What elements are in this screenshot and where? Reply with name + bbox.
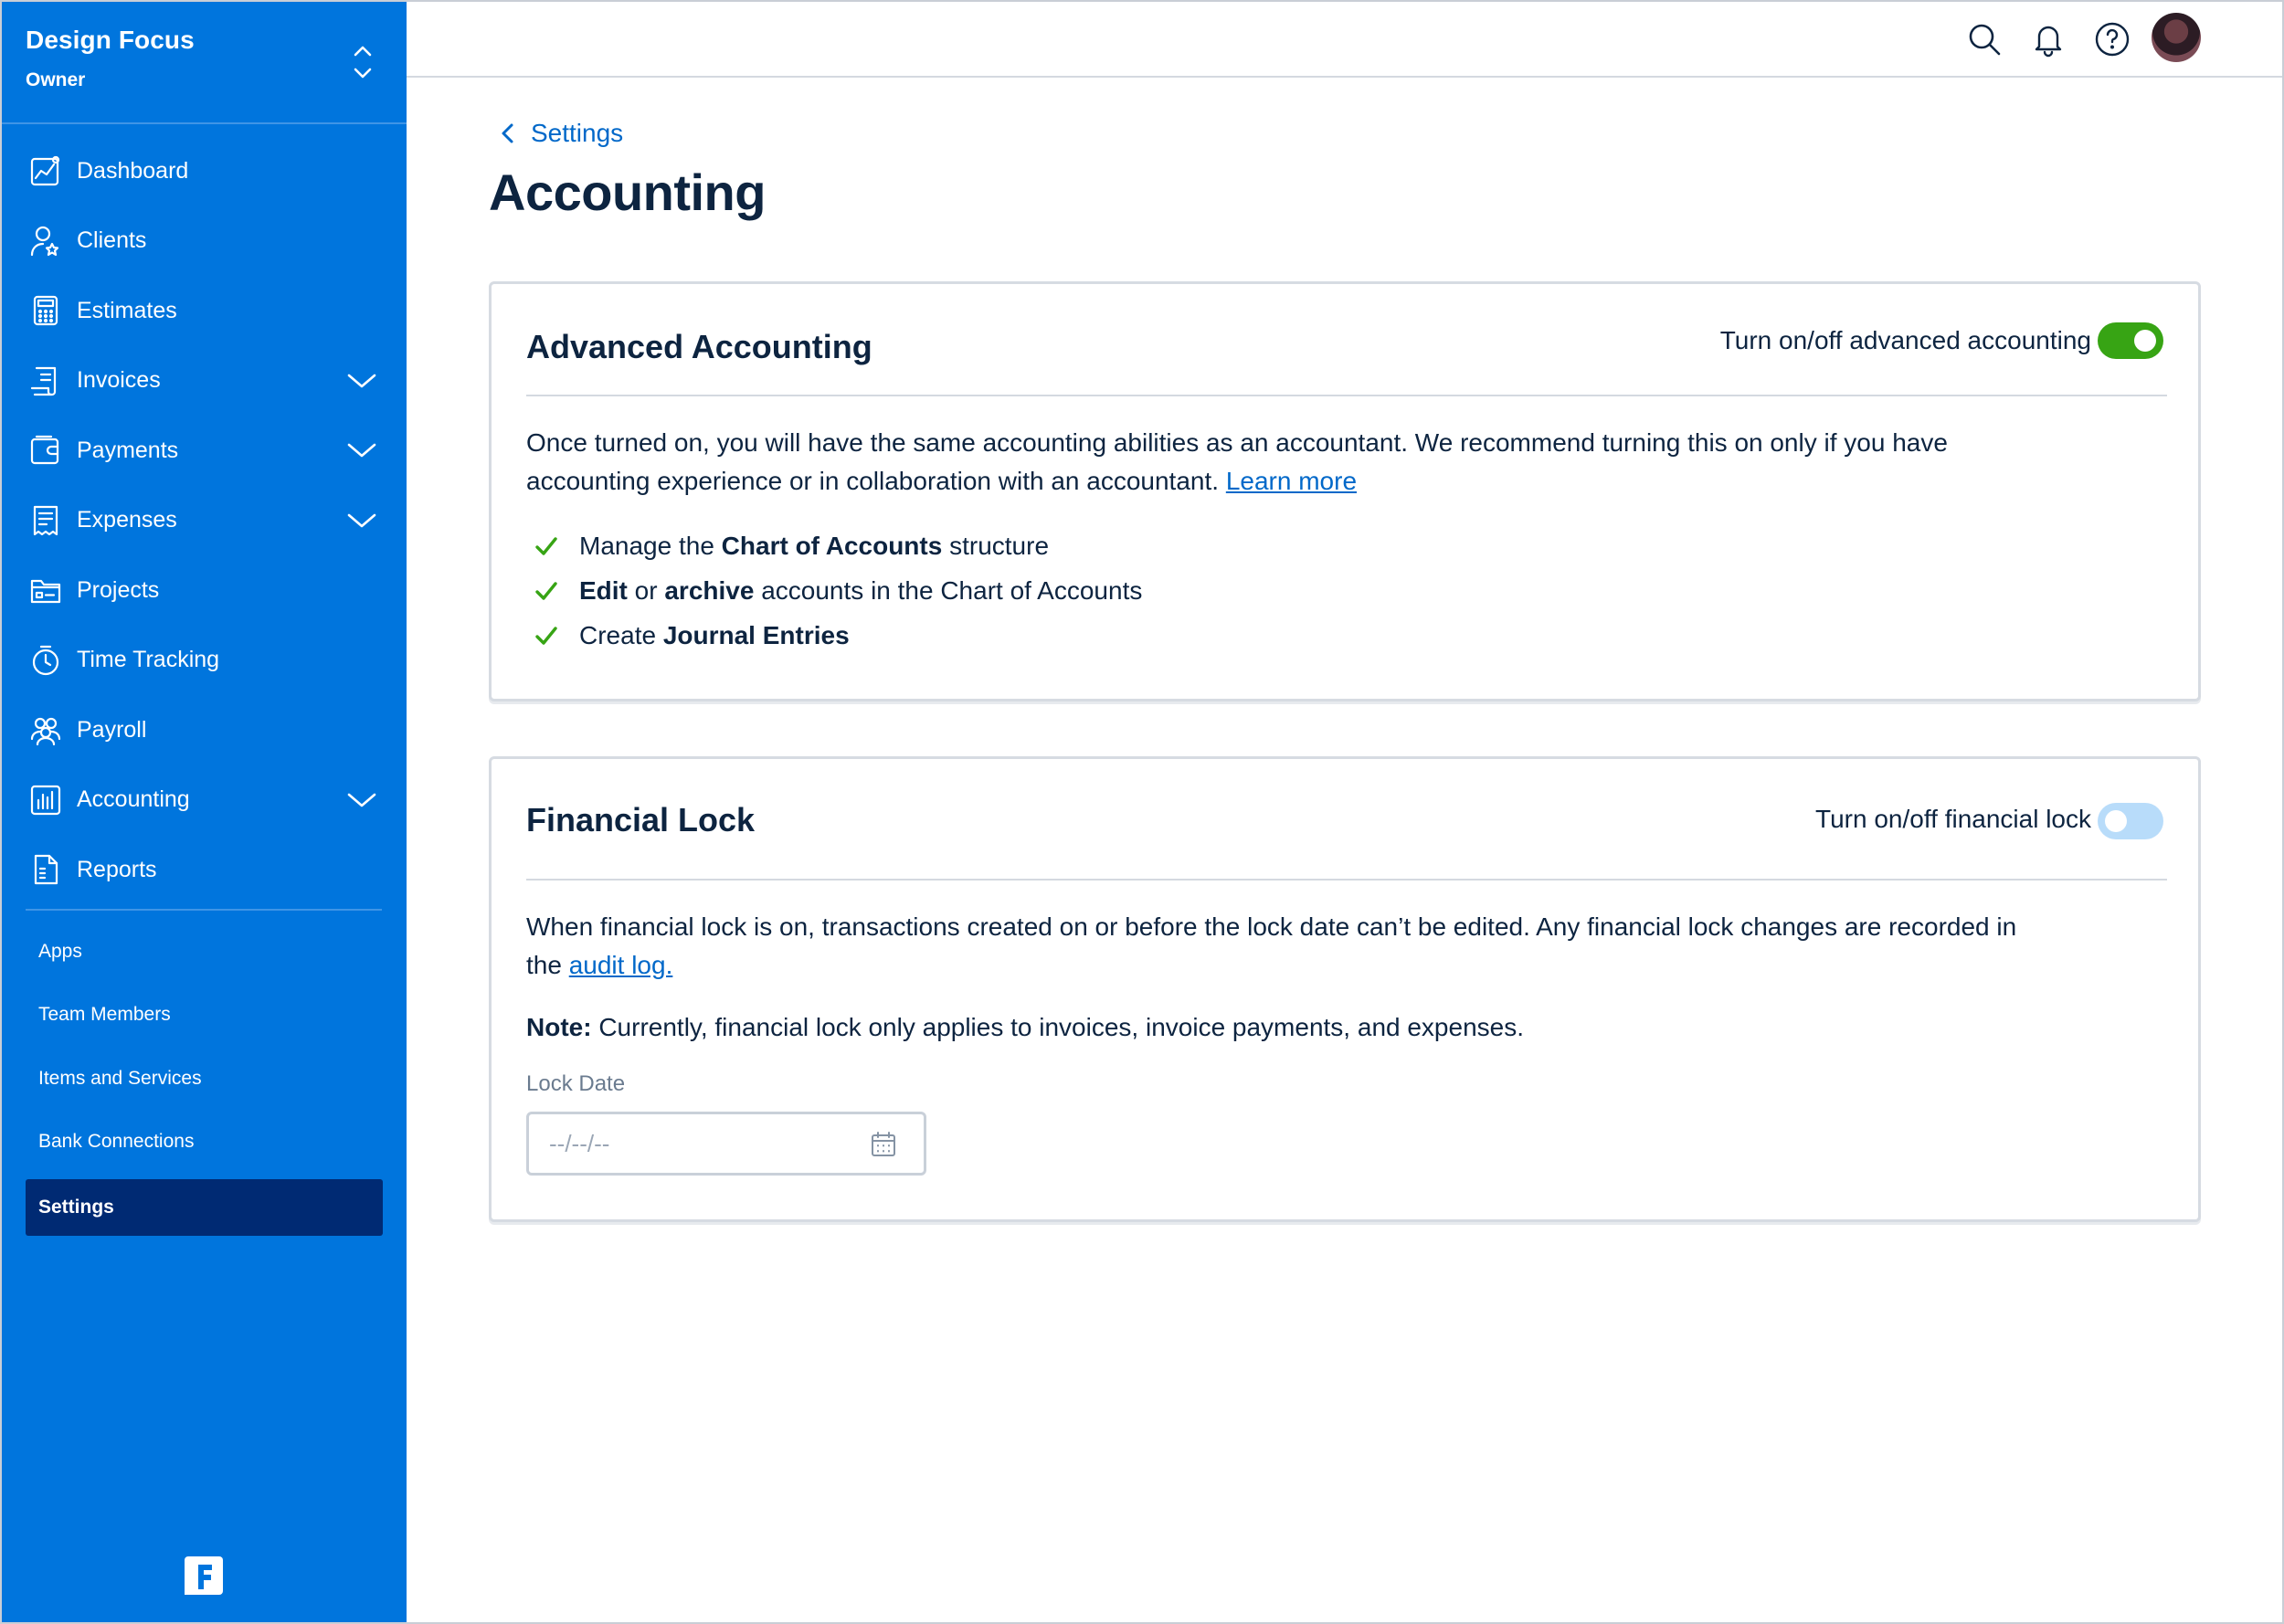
sidebar-item-team-members[interactable]: Team Members — [38, 1004, 171, 1026]
sidebar-item-label: Payments — [77, 437, 179, 463]
secondary-nav — [26, 920, 383, 1236]
sidebar-item-expenses[interactable] — [2, 486, 407, 556]
document-icon — [29, 853, 62, 886]
note-body: Currently, financial lock only applies to invoices, invoice payments, and expenses. — [591, 1013, 1525, 1041]
sidebar-item-time-tracking[interactable] — [2, 626, 407, 696]
user-star-icon — [29, 225, 62, 258]
list-item-text — [579, 621, 850, 650]
receipt-icon — [29, 504, 62, 537]
description-text: When financial lock is on, transactions created on or before the lock date can’t be edited. Any financial lock changes are recorded in the — [526, 912, 2017, 979]
text-part: accounts in the Chart of Accounts — [754, 575, 1143, 605]
avatar[interactable] — [2152, 13, 2201, 62]
list-item — [534, 613, 1142, 658]
search-icon[interactable] — [1965, 20, 2004, 58]
note-label: Note: — [526, 1013, 592, 1041]
checkmark-icon — [534, 623, 559, 649]
sidebar-item-label: Expenses — [77, 507, 177, 533]
card-description — [526, 424, 2025, 501]
sidebar-item-payroll[interactable] — [2, 695, 407, 765]
card-title: Advanced Accounting — [526, 328, 872, 365]
sidebar-item-label: Projects — [77, 576, 160, 603]
card-title: Financial Lock — [526, 801, 756, 838]
breadcrumb[interactable] — [498, 119, 623, 148]
toggle-label: Turn on/off financial lock — [1815, 805, 2091, 833]
text-part: structure — [942, 531, 1050, 560]
note-text — [526, 1008, 2025, 1047]
list-item — [534, 568, 1142, 613]
lock-date-input[interactable] — [549, 1127, 851, 1160]
sidebar-divider — [26, 909, 382, 911]
sidebar-item-bank-connections[interactable]: Bank Connections — [38, 1131, 195, 1153]
folder-icon — [29, 574, 62, 606]
sidebar-item-label: Payroll — [77, 716, 147, 743]
list-item — [534, 523, 1142, 568]
sidebar-item-label: Estimates — [77, 297, 177, 323]
people-icon — [29, 713, 62, 746]
calendar-icon[interactable] — [869, 1130, 898, 1159]
brand-logo-icon — [181, 1553, 227, 1598]
text-part: Create — [579, 620, 663, 649]
toggle-knob — [2134, 330, 2156, 352]
sidebar-item-clients[interactable] — [2, 206, 407, 277]
text-part-bold: archive — [664, 575, 755, 605]
chevron-down-icon[interactable] — [345, 370, 378, 392]
company-switcher[interactable] — [2, 2, 407, 124]
sidebar-item-apps[interactable]: Apps — [38, 940, 82, 962]
sidebar-item-items-and-services[interactable]: Items and Services — [38, 1067, 202, 1089]
breadcrumb-label: Settings — [531, 119, 624, 147]
company-role: Owner — [26, 69, 86, 90]
sidebar-item-label: Accounting — [77, 786, 190, 813]
stopwatch-icon — [29, 644, 62, 677]
help-icon[interactable] — [2093, 20, 2131, 58]
checkmark-icon — [534, 533, 559, 559]
advanced-accounting-toggle[interactable] — [2098, 322, 2163, 359]
description-text: Once turned on, you will have the same accounting abilities as an accountant. We recommend turning this on only if you have accounting experience or in collaboration with an accountant. — [526, 428, 1948, 495]
sidebar-item-label: Time Tracking — [77, 647, 220, 673]
bar-chart-icon — [29, 784, 62, 817]
learn-more-link[interactable]: Learn more — [1225, 467, 1358, 495]
financial-lock-toggle[interactable] — [2098, 803, 2163, 839]
chevron-down-icon[interactable] — [345, 510, 378, 532]
invoice-icon — [29, 364, 62, 397]
feature-checklist — [534, 523, 1142, 658]
chart-line-icon — [29, 154, 62, 187]
toggle-knob — [2105, 810, 2127, 832]
chevron-down-icon[interactable] — [345, 789, 378, 811]
page-title: Accounting — [489, 163, 766, 221]
chevron-left-icon — [498, 121, 518, 145]
text-part-bold: Edit — [579, 575, 628, 605]
chevron-down-icon[interactable] — [345, 439, 378, 461]
sidebar-item-payments[interactable] — [2, 416, 407, 486]
sidebar-item-label: Dashboard — [77, 157, 189, 184]
sidebar-item-label: Reports — [77, 856, 157, 882]
sidebar-item-label: Invoices — [77, 367, 161, 394]
audit-log-link[interactable]: audit log. — [568, 951, 673, 979]
text-part: Manage the — [579, 531, 722, 560]
main-nav — [2, 136, 407, 905]
sidebar-item-settings[interactable]: Settings — [26, 1179, 383, 1236]
sidebar-item-invoices[interactable] — [2, 346, 407, 417]
text-part-bold: Journal Entries — [662, 620, 850, 649]
financial-lock-card — [489, 756, 2201, 1222]
sidebar-item-reports[interactable] — [2, 835, 407, 905]
toggle-label: Turn on/off advanced accounting — [1719, 326, 2091, 354]
company-name: Design Focus — [26, 26, 195, 54]
wallet-icon — [29, 434, 62, 467]
text-part-bold: Chart of Accounts — [721, 531, 943, 560]
sidebar-item-projects[interactable] — [2, 555, 407, 626]
calculator-icon — [29, 294, 62, 327]
sidebar-item-accounting[interactable] — [2, 765, 407, 836]
list-item-text — [579, 576, 1142, 606]
card-divider — [526, 395, 2167, 396]
card-divider — [526, 879, 2167, 881]
text-part: or — [627, 575, 665, 605]
lock-date-label: Lock Date — [526, 1071, 626, 1096]
card-description — [526, 908, 2025, 985]
checkmark-icon — [534, 578, 559, 604]
sidebar-item-label: Clients — [77, 227, 147, 254]
list-item-text — [579, 532, 1049, 561]
top-bar — [407, 2, 2282, 78]
bell-icon[interactable] — [2029, 20, 2067, 58]
sidebar-item-estimates[interactable] — [2, 276, 407, 346]
chevron-up-down-icon — [349, 42, 376, 82]
sidebar-item-dashboard[interactable] — [2, 136, 407, 206]
advanced-accounting-card — [489, 281, 2201, 701]
lock-date-field[interactable] — [526, 1112, 926, 1176]
sidebar — [2, 2, 407, 1622]
